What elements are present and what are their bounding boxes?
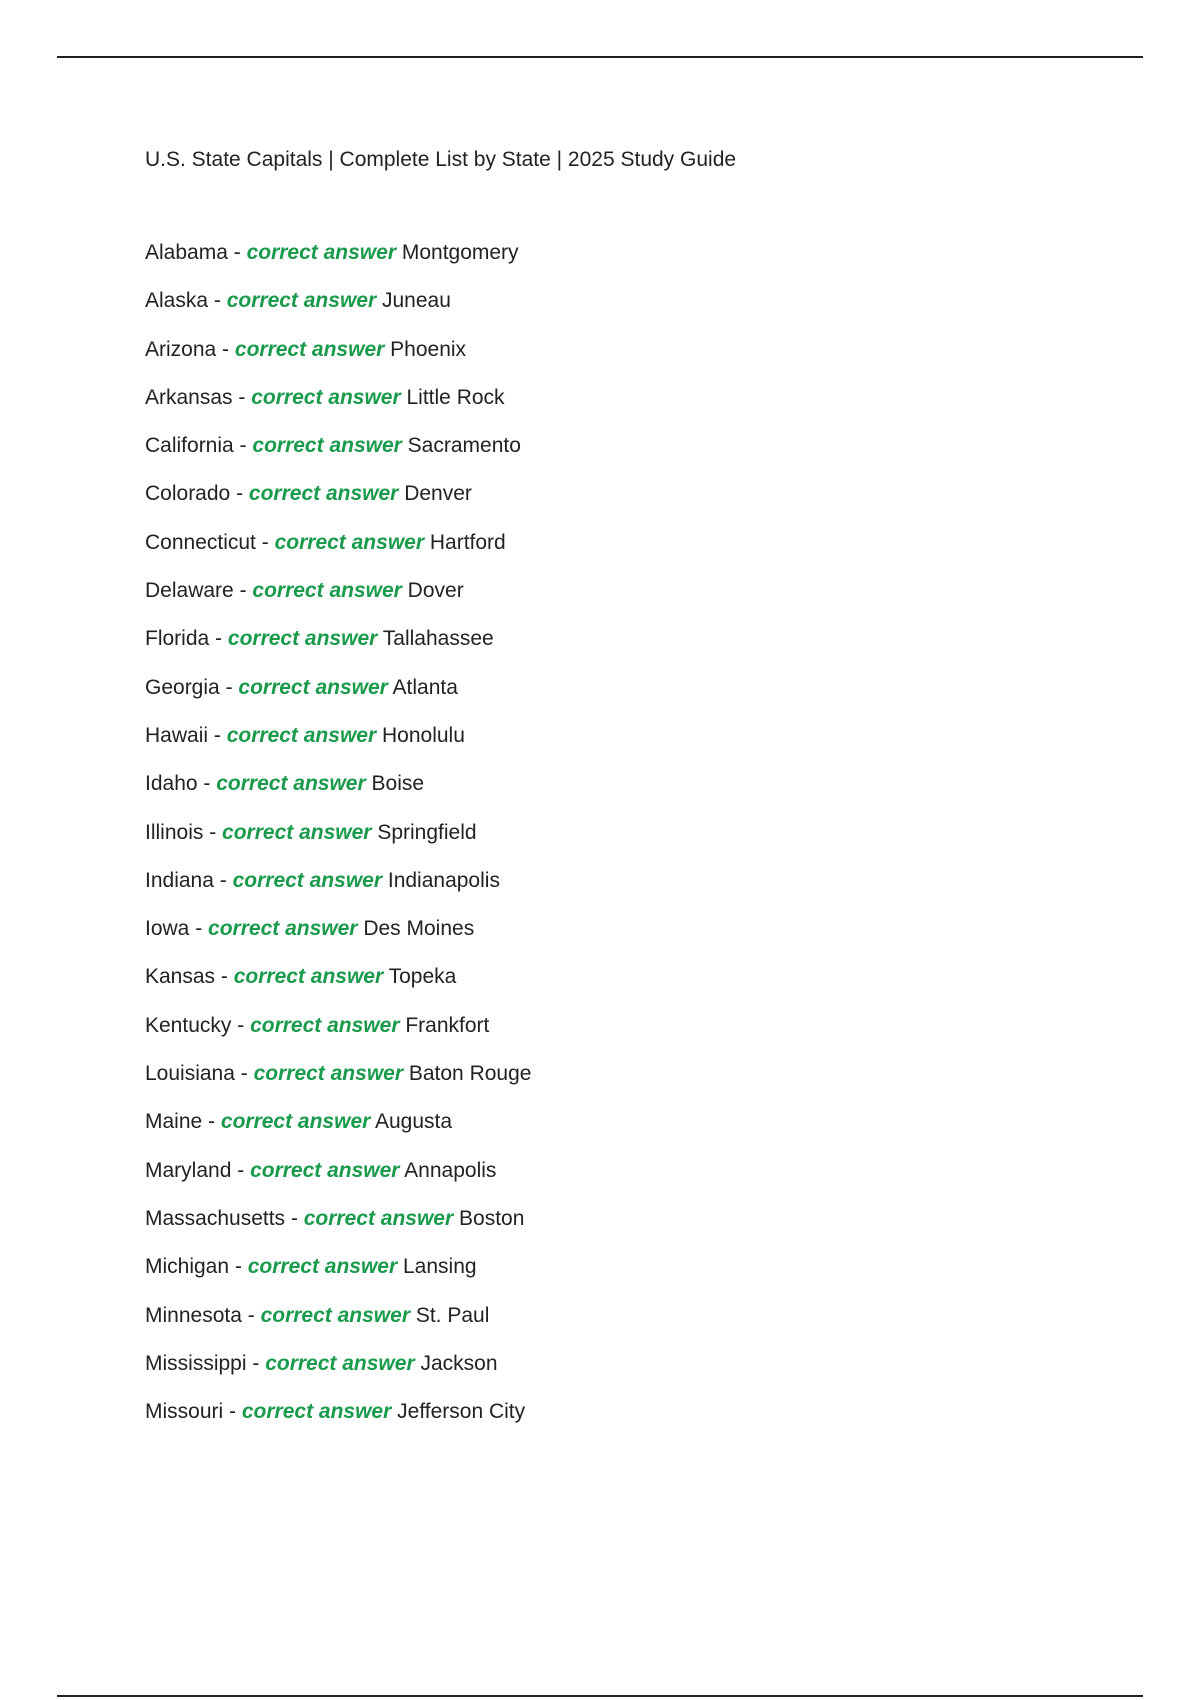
list-item — [145, 1397, 531, 1445]
separator-dash: - — [203, 772, 211, 796]
state-name: Kansas — [145, 965, 216, 989]
capital-name: Phoenix — [390, 337, 467, 361]
answer-label: correct answer — [234, 337, 385, 361]
list-item — [145, 962, 531, 1010]
capital-name: Indianapolis — [387, 868, 500, 892]
separator-dash: - — [236, 482, 244, 506]
list-item — [145, 1107, 531, 1155]
list-item — [145, 914, 531, 962]
answer-label: correct answer — [252, 434, 402, 458]
state-name: Iowa — [145, 917, 190, 941]
answer-label: correct answer — [241, 1400, 392, 1424]
state-name: Massachusetts — [145, 1206, 286, 1230]
answer-label: correct answer — [246, 241, 396, 264]
capital-name: St. Paul — [415, 1303, 490, 1327]
list-item — [145, 1349, 531, 1397]
list-item — [145, 1059, 531, 1107]
state-name: Minnesota — [145, 1303, 242, 1327]
state-name: Arkansas — [145, 385, 233, 409]
list-item — [145, 721, 531, 769]
state-name: Connecticut — [145, 530, 256, 554]
capital-name: Annapolis — [404, 1158, 497, 1182]
separator-dash: - — [229, 1400, 237, 1424]
capital-name: Topeka — [388, 965, 457, 989]
answer-label: correct answer — [222, 820, 372, 844]
list-item — [145, 866, 531, 914]
answer-label: correct answer — [247, 1255, 398, 1279]
answer-label: correct answer — [208, 917, 358, 941]
state-name: Arizona — [145, 337, 217, 361]
answer-label: correct answer — [303, 1206, 454, 1230]
capital-name: Boise — [371, 772, 425, 796]
separator-dash: - — [240, 1062, 248, 1086]
state-name: Delaware — [145, 579, 234, 603]
separator-dash: - — [261, 530, 269, 554]
answer-label: correct answer — [227, 627, 378, 651]
list-item — [145, 1301, 531, 1349]
state-name: Mississippi — [145, 1351, 247, 1375]
list-item — [145, 1252, 531, 1300]
separator-dash: - — [209, 820, 217, 844]
separator-dash: - — [237, 1158, 245, 1182]
answer-label: correct answer — [250, 1158, 400, 1182]
list-item — [145, 624, 531, 672]
capital-name: Dover — [407, 579, 464, 603]
list-item — [145, 528, 531, 576]
answer-label: correct answer — [226, 723, 377, 747]
answer-label: correct answer — [238, 675, 388, 699]
answer-label: correct answer — [226, 289, 377, 313]
state-name: Missouri — [145, 1400, 224, 1424]
state-capital-list — [145, 238, 531, 1445]
capital-name: Hartford — [429, 530, 506, 554]
capital-name: Tallahassee — [382, 627, 494, 651]
state-name: Michigan — [145, 1255, 230, 1279]
state-name: Kentucky — [145, 1013, 232, 1037]
answer-label: correct answer — [248, 482, 399, 506]
list-item — [145, 818, 531, 866]
state-name: Maryland — [145, 1158, 232, 1182]
answer-label: correct answer — [253, 1062, 404, 1086]
answer-label: correct answer — [265, 1351, 415, 1375]
capital-name: Baton Rouge — [408, 1062, 532, 1086]
capital-name: Sacramento — [407, 434, 521, 458]
separator-dash: - — [233, 241, 241, 264]
separator-dash: - — [234, 1255, 242, 1279]
separator-dash: - — [252, 1351, 260, 1375]
answer-label: correct answer — [216, 772, 366, 796]
answer-label: correct answer — [251, 385, 401, 409]
separator-dash: - — [220, 965, 228, 989]
capital-name: Augusta — [375, 1110, 453, 1134]
answer-label: correct answer — [252, 579, 402, 603]
answer-label: correct answer — [232, 868, 383, 892]
capital-name: Little Rock — [406, 385, 505, 409]
separator-dash: - — [290, 1206, 298, 1230]
capital-name: Honolulu — [381, 723, 465, 747]
state-name: Alabama — [145, 241, 228, 264]
capital-name: Jefferson City — [397, 1400, 526, 1424]
state-name: Idaho — [145, 772, 198, 796]
answer-label: correct answer — [220, 1110, 371, 1134]
capital-name: Frankfort — [405, 1013, 490, 1037]
separator-dash: - — [219, 868, 227, 892]
capital-name: Denver — [404, 482, 472, 506]
list-item — [145, 1011, 531, 1059]
separator-dash: - — [239, 579, 247, 603]
state-name: Colorado — [145, 482, 231, 506]
state-name: Florida — [145, 627, 210, 651]
separator-dash: - — [213, 723, 221, 747]
state-name: Indiana — [145, 868, 214, 892]
state-name: Illinois — [145, 820, 204, 844]
list-item — [145, 576, 531, 624]
state-name: Hawaii — [145, 723, 209, 747]
state-name: Alaska — [145, 289, 209, 313]
separator-dash: - — [215, 627, 223, 651]
list-item — [145, 383, 531, 431]
list-item — [145, 673, 531, 721]
capital-name: Lansing — [403, 1255, 477, 1279]
capital-name: Montgomery — [401, 241, 519, 264]
separator-dash: - — [237, 1013, 245, 1037]
list-item — [145, 286, 531, 334]
state-name: California — [145, 434, 234, 458]
separator-dash: - — [239, 434, 247, 458]
answer-label: correct answer — [250, 1013, 400, 1037]
list-item — [145, 335, 531, 383]
list-item — [145, 1156, 531, 1204]
list-item — [145, 238, 531, 286]
separator-dash: - — [225, 675, 233, 699]
state-name: Maine — [145, 1110, 203, 1134]
list-item — [145, 769, 531, 817]
list-item — [145, 1204, 531, 1252]
footer-rule — [57, 1695, 1143, 1697]
capital-name: Juneau — [381, 289, 451, 313]
state-name: Louisiana — [145, 1062, 235, 1086]
separator-dash: - — [247, 1303, 255, 1327]
capital-name: Des Moines — [363, 917, 475, 941]
header-rule — [57, 56, 1143, 58]
list-item — [145, 479, 531, 527]
state-name: Georgia — [145, 675, 220, 699]
answer-label: correct answer — [260, 1303, 410, 1327]
separator-dash: - — [213, 289, 221, 313]
separator-dash: - — [238, 385, 246, 409]
answer-label: correct answer — [274, 530, 425, 554]
answer-label: correct answer — [233, 965, 384, 989]
document-title: U.S. State Capitals | Complete List by State | 2025 Study Guide — [145, 148, 737, 171]
separator-dash: - — [208, 1110, 216, 1134]
capital-name: Springfield — [377, 820, 477, 844]
capital-name: Jackson — [420, 1351, 498, 1375]
capital-name: Atlanta — [392, 675, 458, 699]
separator-dash: - — [222, 337, 230, 361]
capital-name: Boston — [459, 1206, 525, 1230]
list-item — [145, 431, 531, 479]
separator-dash: - — [195, 917, 203, 941]
